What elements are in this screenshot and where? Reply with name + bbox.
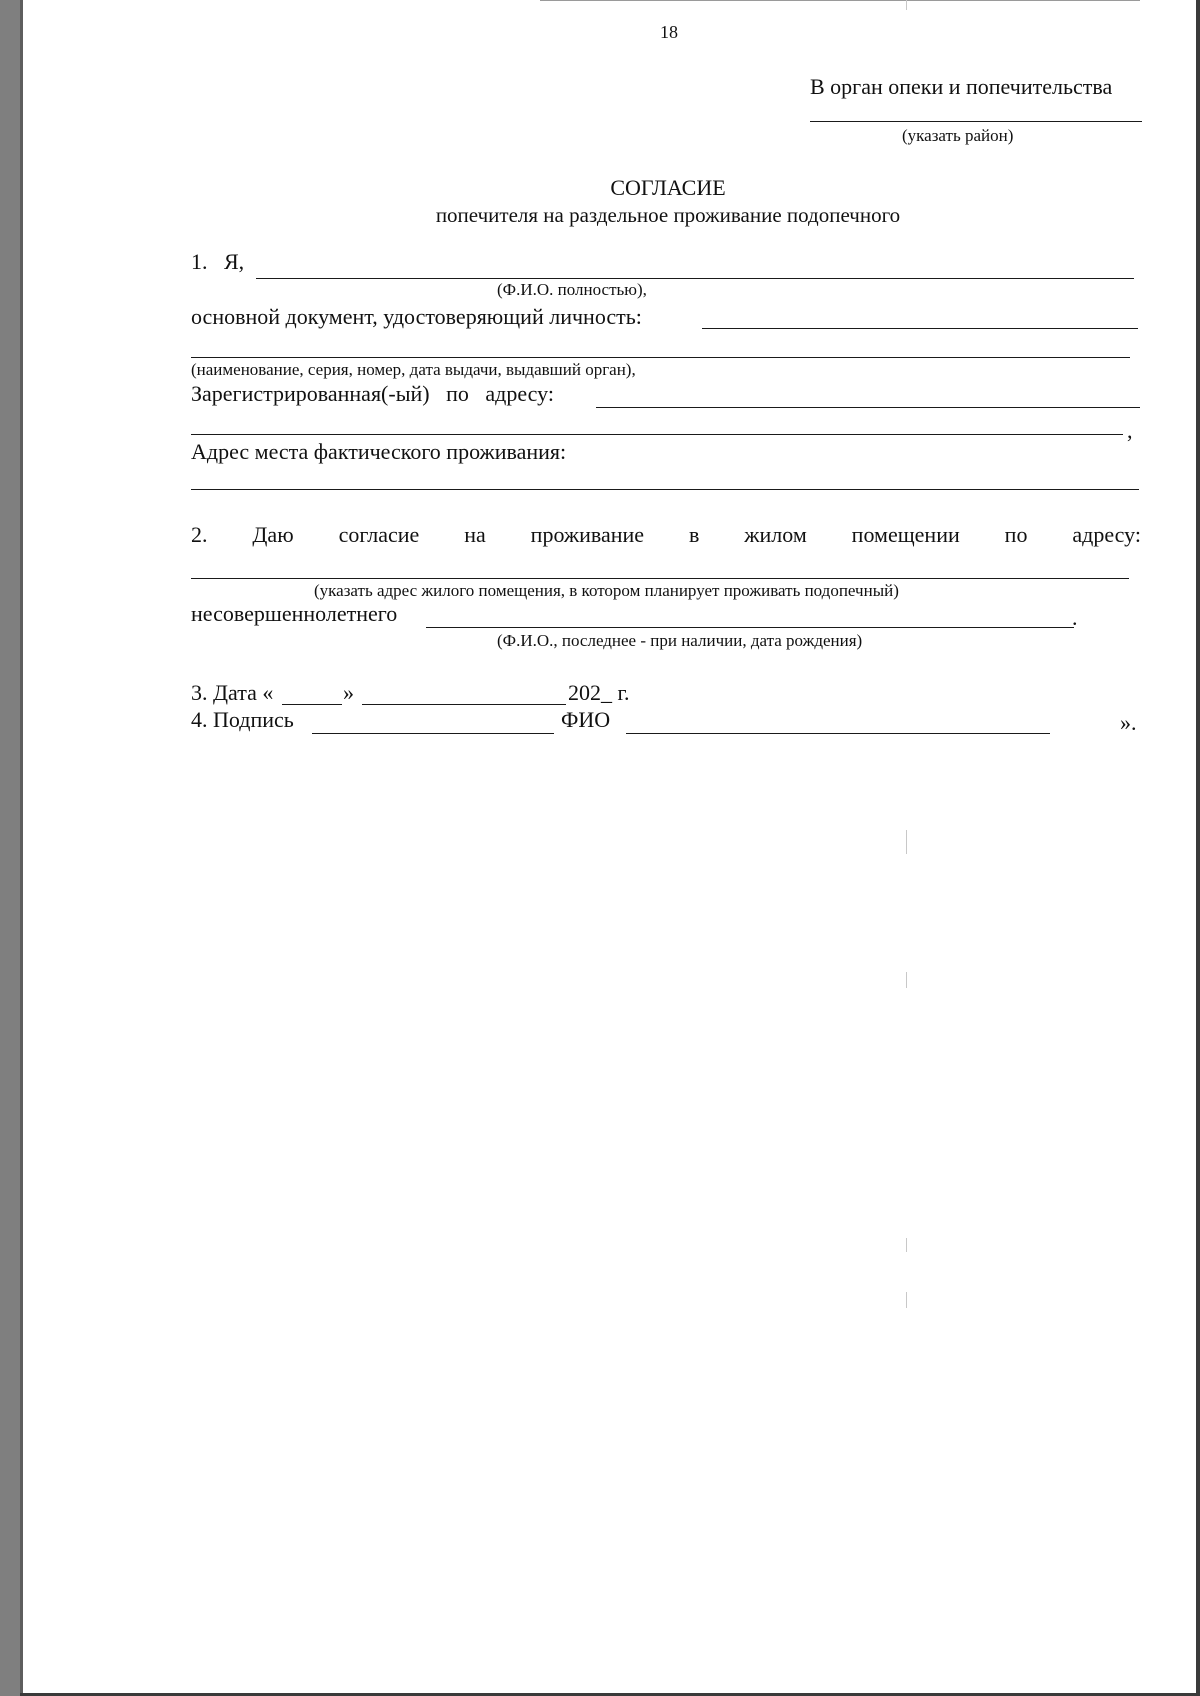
scan-fold-mark [906,972,907,988]
minor-hint: (Ф.И.О., последнее - при наличии, дата рождения) [497,631,863,650]
id-document-blank-line-2 [191,357,1130,358]
fio-label: ФИО [561,707,611,732]
consent-word: проживание [530,522,645,547]
registered-address-label: Зарегистрированная(-ый) по адресу: [191,381,554,406]
signature-blank-line [312,733,554,734]
document-subtitle: попечителя на раздельное проживание подопечного [435,203,901,227]
consent-word: на [464,522,486,547]
consent-word: согласие [338,522,420,547]
date-year: 202_ г. [568,680,630,705]
page-number: 18 [660,22,678,42]
id-document-blank-line [702,328,1138,329]
registered-address-blank-line [596,407,1140,408]
section2-consent-line [191,522,1141,548]
recipient-line: В орган опеки и попечительства [810,74,1113,99]
consent-word: жилом [744,522,807,547]
consent-word: 2. [191,522,208,547]
scan-fold-mark [906,830,907,854]
signer-fio-blank-line [626,733,1050,734]
scan-left-border [0,0,20,1696]
district-hint: (указать район) [902,126,1014,145]
scan-fold-mark [906,1238,907,1252]
fio-blank-line [256,278,1134,279]
date-close-quote: » [343,680,354,705]
scan-left-shadow [20,0,23,1696]
id-document-hint: (наименование, серия, номер, дата выдачи, выдавший орган), [191,360,636,379]
date-month-blank-line [362,704,566,705]
scan-right-border [1196,0,1200,1696]
actual-address-blank-line [191,489,1139,490]
minor-label: несовершеннолетнего [191,601,398,626]
scan-fold-mark [906,0,907,10]
minor-period: . [1072,605,1078,630]
signature-label: 4. Подпись [191,707,294,732]
scan-fold-mark [906,1292,907,1308]
document-title: СОГЛАСИЕ [610,175,726,200]
id-document-label: основной документ, удостоверяющий личность: [191,304,642,329]
district-blank-line [810,121,1142,122]
residence-address-blank-line [191,578,1129,579]
registered-address-comma: , [1127,418,1133,443]
consent-word: помещении [851,522,960,547]
consent-word: по [1004,522,1028,547]
date-day-blank-line [282,704,342,705]
consent-word: в [688,522,700,547]
closing-quote: ». [1120,710,1137,735]
section1-lead: 1. Я, [191,249,245,274]
minor-blank-line [426,627,1074,628]
actual-address-label: Адрес места фактического проживания: [191,439,567,464]
consent-word: Даю [252,522,294,547]
scan-top-border [540,0,1140,1]
residence-address-hint: (указать адрес жилого помещения, в котором планирует проживать подопечный) [314,581,899,600]
fio-hint: (Ф.И.О. полностью), [497,280,647,299]
consent-word: адресу: [1072,522,1141,547]
date-label: 3. Дата « [191,680,274,705]
registered-address-blank-line-2 [191,434,1123,435]
